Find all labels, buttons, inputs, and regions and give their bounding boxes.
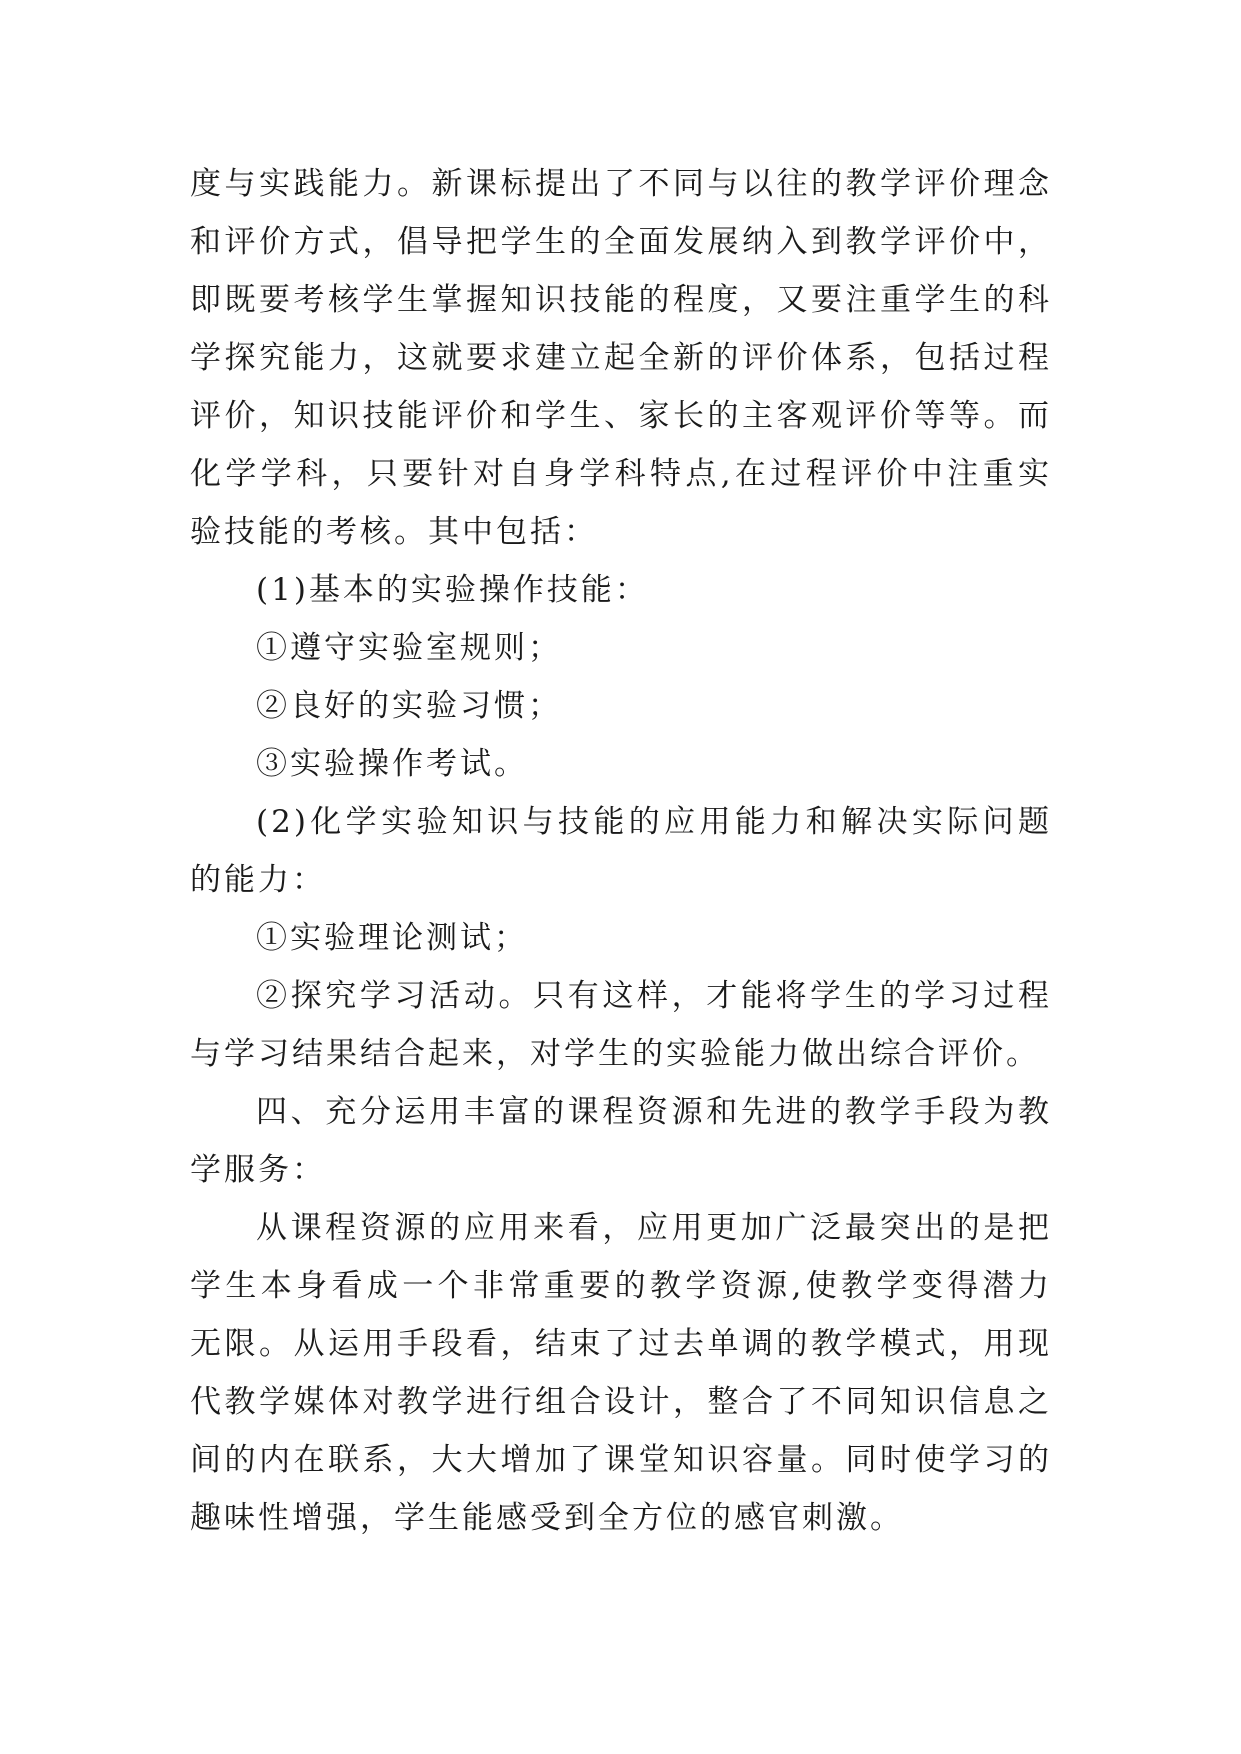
- document-body: [190, 155, 1052, 1547]
- paragraph-item-2-heading: (2)化学实验知识与技能的应用能力和解决实际问题的能力：: [190, 804, 1052, 898]
- paragraph-continuation: 度与实践能力。新课标提出了不同与以往的教学评价理念和评价方式，倡导把学生的全面发展纳入到教学评价中，即既要考核学生掌握知识技能的程度，又要注重学生的科学探究能力，这就要求建立起全新的评价体系，包括过程评价，知识技能评价和学生、家长的主客观评价等等。而化学学科，只要针对自身学科特点,在过程评价中注重实验技能的考核。其中包括：: [190, 166, 1052, 550]
- paragraph-sub-item-2b: ②探究学习活动。只有这样，才能将学生的学习过程与学习结果结合起来，对学生的实验能力做出综合评价。: [190, 978, 1052, 1072]
- paragraph-resources: 从课程资源的应用来看，应用更加广泛最突出的是把学生本身看成一个非常重要的教学资源,使教学变得潜力无限。从运用手段看，结束了过去单调的教学模式，用现代教学媒体对教学进行组合设计，整合了不同知识信息之间的内在联系，大大增加了课堂知识容量。同时使学习的趣味性增强，学生能感受到全方位的感官刺激。: [190, 1210, 1052, 1536]
- section-heading-four: 四、充分运用丰富的课程资源和先进的教学手段为教学服务：: [190, 1094, 1052, 1188]
- paragraph-item-1-heading: (1)基本的实验操作技能：: [256, 572, 649, 608]
- paragraph-sub-item-1b: ②良好的实验习惯；: [256, 688, 562, 724]
- paragraph-sub-item-1a: ①遵守实验室规则；: [256, 630, 562, 666]
- paragraph-sub-item-1c: ③实验操作考试。: [256, 746, 528, 782]
- paragraph-sub-item-2a: ①实验理论测试；: [256, 920, 528, 956]
